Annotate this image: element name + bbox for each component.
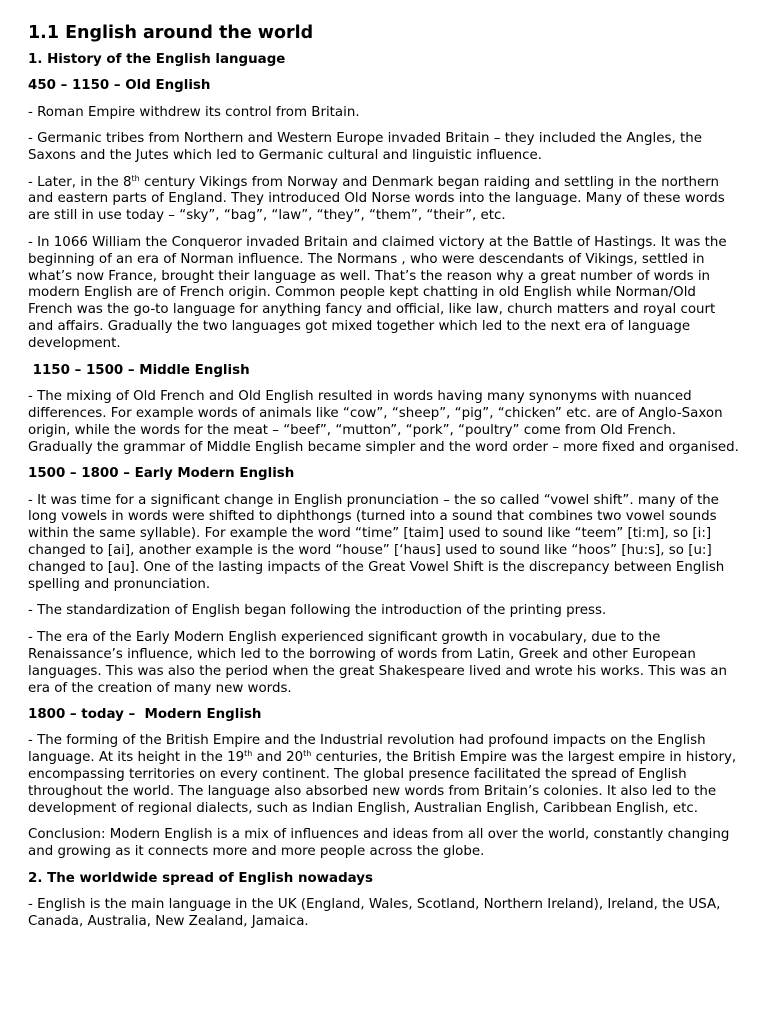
document-page [28,22,744,940]
paragraph-conclusion: Conclusion: Modern English is a mix of influences and ideas from all over the world, constantly changing and growing as it connects more and more people across the globe. [28,827,730,860]
superscript: th [131,173,140,183]
paragraph-germanic-tribes: - Germanic tribes from Northern and Western Europe invaded Britain – they included the Angles, the Saxons and the Jutes which led to Germanic cultural and linguistic influence. [28,131,702,164]
period-heading-early-modern: 1500 – 1800 – Early Modern English [28,466,295,482]
section-heading-worldwide-spread: 2. The worldwide spread of English nowadays [28,870,373,886]
paragraph-renaissance: - The era of the Early Modern English experienced significant growth in vocabulary, due to the Renaissance’s influence, which led to the borrowing of words from Latin, Greek and other European languages. This was also the period when the great Shakespeare lived and wrote his works. This was an era of the creation of many new words. [28,629,727,696]
text-span: and 20 [252,750,304,766]
paragraph-british-empire [28,733,744,818]
paragraph-roman-empire: - Roman Empire withdrew its control from Britain. [28,104,360,120]
period-heading-middle-english: 1150 – 1500 – Middle English [28,362,250,378]
paragraph-vowel-shift: - It was time for a significant change in English pronunciation – the so called “vowel shift”. many of the long vowels in words were shifted to diphthongs (turned into a sound that combines two vowel sounds within the same syllable). For example the word “time” [taim] used to sound like “teem” [ti:m], so [i:] changed to [ai], another example is the word “house” [‘haus] used to sound like “hoos” [hu:s], so [u:] changed to [au]. One of the lasting impacts of the Great Vowel Shift is the discrepancy between English spelling and pronunciation. [28,492,725,593]
superscript: th [244,749,253,759]
paragraph-vikings [28,175,744,226]
paragraph-norman-conquest: - In 1066 William the Conqueror invaded Britain and claimed victory at the Battle of Hastings. It was the beginning of an era of Norman influence. The Normans , who were descendants of Vikings, settled in what’s now France, brought their language as well. That’s the reason why a great number of words in modern English are of French origin. Common people kept chatting in old English while Norman/Old French was the go-to language for anything fancy and official, like law, church matters and royal court and affairs. Gradually the two languages got mixed together which led to the next era of language development. [28,234,727,352]
paragraph-printing-press: - The standardization of English began following the introduction of the printing press. [28,603,607,619]
paragraph-synonyms: - The mixing of Old French and Old English resulted in words having many synonyms with nuanced differences. For example words of animals like “cow”, “sheep”, “pig”, “chicken” etc. are of Anglo-Saxon origin, while the words for the meat – “beef”, “mutton”, “pork”, “poultry” come from Old French. Gradually the grammar of Middle English became simpler and the word order – more fixed and organised. [28,389,739,455]
period-heading-old-english: 450 – 1150 – Old English [28,78,211,94]
paragraph-main-language: - English is the main language in the UK (England, Wales, Scotland, Northern Ireland), Ireland, the USA, Canada, Australia, New Zealand, Jamaica. [28,897,721,930]
page-title: 1.1 English around the world [28,23,314,43]
period-heading-modern-english: 1800 – today – Modern English [28,707,262,722]
section-heading-history: 1. History of the English language [28,52,286,67]
text-span: - Later, in the 8 [28,174,132,190]
text-span: - The forming of the British Empire and the Industrial revolution had profound impacts on the English language. At its height in the 19 [28,733,706,766]
superscript: th [303,749,312,759]
text-span: century Vikings from Norway and Denmark began raiding and settling in the northern and eastern parts of England. They introduced Old Norse words into the language. Many of these words are still in use today – “sky”, “bag”, “law”, “they”, “them”, “their”, etc. [28,174,725,224]
text-span: centuries, the British Empire was the largest empire in history, encompassing territories on every continent. The global presence facilitated the spread of English throughout the world. The language also absorbed new words from Britain’s colonies. It also led to the development of regional dialects, such as Indian English, Australian English, Caribbean English, etc. [28,750,737,817]
